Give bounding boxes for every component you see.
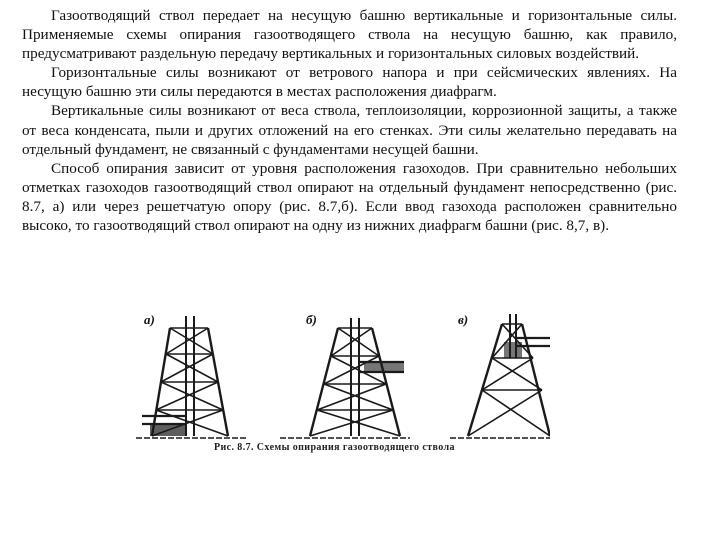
figure-label-b: б) [306,312,317,327]
paragraph: Способ опирания зависит от уровня расположения газоходов. При сравнительно небольших отметках газоходов газоотводящий ствол опирают на отдельный фундамент непосредственно (рис. 8.7, а) или через решетчатую опору (рис. 8.7,б). Если ввод газохода расположен сравнительно высоко, то газоотводящий ствол опирают на одну из нижних диафрагм башни (рис. 8,7, в). [22,159,677,235]
tower-a-scheme [142,316,228,436]
document-text [22,6,677,235]
paragraph: Горизонтальные силы возникают от ветрового напора и при сейсмических явлениях. На несущую башню эти силы передаются в местах расположения диафрагм. [22,64,677,101]
tower-schemes-drawing [130,298,550,448]
figure-label-a: а) [144,312,155,327]
paragraph: Газоотводящий ствол передает на несущую башню вертикальные и горизонтальные силы. Применяемые схемы опирания газоотводящего ствола на несущую башню, как правило, предусматривают раздельную передачу вертикальных и горизонтальных силовых воздействий. [22,7,677,63]
figure-label-c: в) [458,312,469,327]
paragraph: Вертикальные силы возникают от веса ствола, теплоизоляции, коррозионной защиты, а также от веса конденсата, пыли и других отложений на его стенках. Эти силы желательно передавать на отдельный фундамент, не связанный с фундаментами несущей башни. [22,102,677,158]
tower-b-scheme [310,318,404,436]
figure-caption: Рис. 8.7. Схемы опирания газоотводящего ствола [214,442,455,453]
tower-c-scheme [468,314,550,436]
